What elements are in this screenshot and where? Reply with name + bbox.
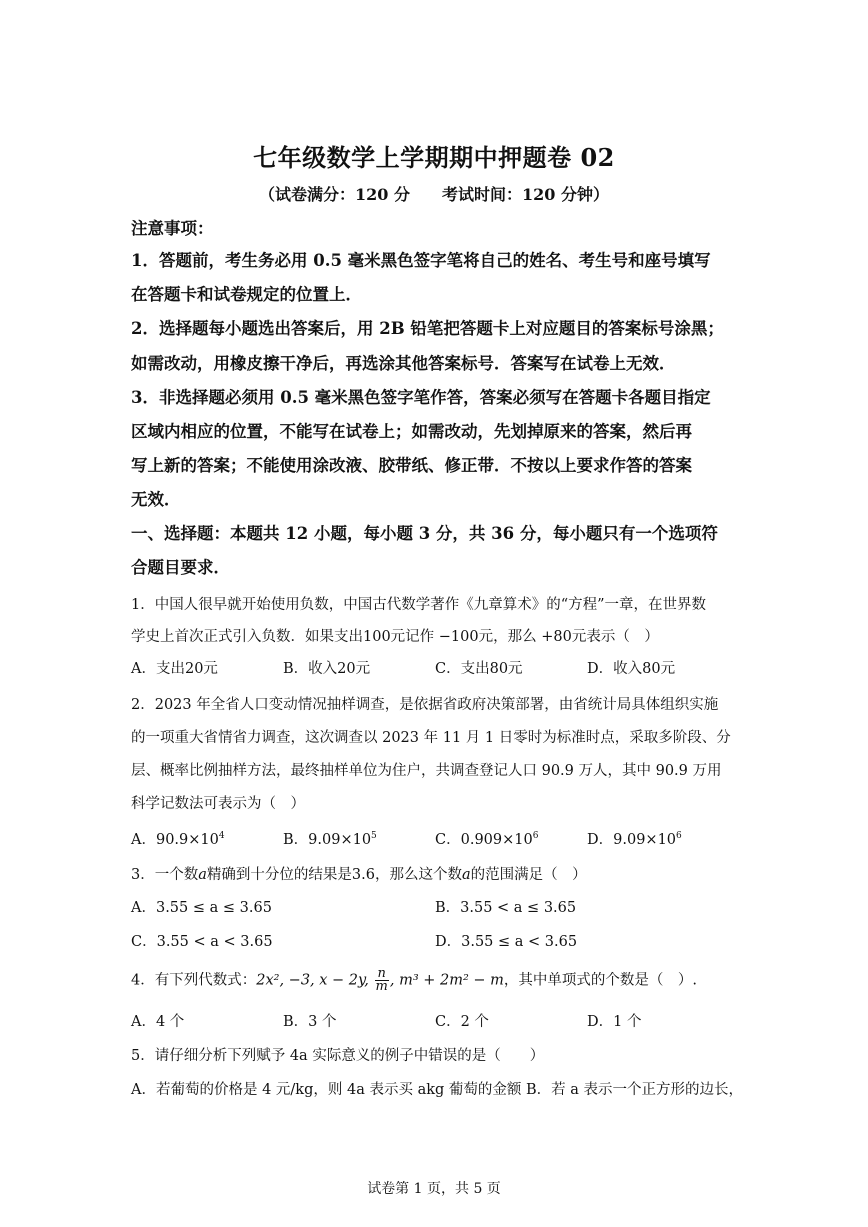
q2-option-b-prefix: B． [283, 832, 309, 848]
q2-option-b-exponent: 5 [371, 831, 377, 841]
q1-option-d: D．收入80元 [587, 661, 676, 677]
page-title: 七年级数学上学期期中押题卷 02 [253, 143, 615, 172]
q3-line [131, 864, 751, 886]
q3-text-b: 精确到十分位的结果是3.6，那么这个数 [206, 867, 462, 883]
q2-line-3: 层、概率比例抽样方法，最终抽样单位为住户，共调查登记人口 90.9 万人，其中 90.9 万用 [131, 763, 722, 779]
notes-line-1: 1．答题前，考生务必用 0.5 毫米黑色签字笔将自己的姓名、考生号和座号填写 [131, 251, 711, 270]
q3-option-a: A．3.55 ≤ a ≤ 3.65 [131, 900, 272, 916]
q4-option-d: D．1 个 [587, 1014, 642, 1030]
q4-fraction [375, 968, 389, 993]
q3-text-a: 3．一个数 [131, 867, 199, 883]
q5-line-1: 5．请仔细分析下列赋予 4a 实际意义的例子中错误的是（ ） [131, 1048, 545, 1064]
q4-lead: 4．有下列代数式： [131, 972, 257, 989]
q4-option-c: C．2 个 [435, 1014, 489, 1030]
q3-option-b: B．3.55 < a ≤ 3.65 [435, 900, 577, 916]
notes-line-4: 如需改动，用橡皮擦干净后，再选涂其他答案标号．答案写在试卷上无效． [131, 354, 676, 373]
q2-option-c-base: 0.909×10 [460, 832, 533, 848]
q3-option-c: C．3.55 < a < 3.65 [131, 934, 273, 950]
notes-line-5: 3．非选择题必须用 0.5 毫米黑色签字笔作答，答案必须写在答题卡各题目指定 [131, 388, 711, 407]
page-footer: 试卷第 1 页，共 5 页 [367, 1181, 501, 1197]
q2-line-1: 2．2023 年全省人口变动情况抽样调查，是依据省政府决策部署，由省统计局具体组织实施 [131, 697, 719, 713]
q4-line [131, 968, 751, 993]
q1-line-2: 学史上首次正式引入负数．如果支出100元记作 −100元，那么 +80元表示（ ） [131, 629, 659, 645]
section-heading-line-2: 合题目要求． [131, 558, 230, 577]
q4-option-b: B．3 个 [283, 1014, 337, 1030]
q4-fraction-numerator: n [375, 968, 389, 981]
q2-option-a-exponent: 4 [218, 831, 225, 841]
q2-option-c [435, 830, 538, 850]
page-subtitle: （试卷满分：120 分 考试时间：120 分钟） [259, 185, 609, 204]
q5-line-2: A．若葡萄的价格是 4 元/kg，则 4a 表示买 akg 葡萄的金额 B．若 a 表示一个正方形的边长， [131, 1082, 744, 1098]
q2-option-d-base: 9.09×10 [613, 832, 677, 848]
q2-option-a-prefix: A． [131, 832, 156, 848]
notes-line-2: 在答题卡和试卷规定的位置上． [131, 285, 362, 304]
q1-line-1: 1．中国人很早就开始使用负数，中国古代数学著作《九章算术》的“方程”一章，在世界数 [131, 597, 707, 613]
section-heading-line-1: 一、选择题：本题共 12 小题，每小题 3 分，共 36 分，每小题只有一个选项符 [131, 524, 718, 543]
q2-option-c-exponent: 6 [532, 831, 539, 841]
q2-line-2: 的一项重大省情省力调查，这次调查以 2023 年 11 月 1 日零时为标准时点，采取多阶段、分 [131, 730, 731, 746]
q3-var-2: a [461, 867, 471, 883]
q1-option-b: B．收入20元 [283, 661, 371, 677]
q4-fraction-denominator: m [375, 979, 388, 994]
q3-var-1: a [198, 867, 207, 883]
q3-text-c: 的范围满足（ ） [470, 867, 587, 883]
q2-line-4: 科学记数法可表示为（ ） [131, 796, 305, 812]
q2-option-a-base: 90.9×10 [155, 832, 219, 848]
notes-heading: 注意事项： [131, 219, 214, 238]
q2-option-c-prefix: C． [435, 832, 461, 848]
q4-tail: ，其中单项式的个数是（ ）. [503, 972, 698, 989]
q2-option-d [587, 830, 682, 850]
q4-expr-b: , m³ + 2m² − m [389, 972, 504, 989]
q2-option-b [283, 830, 377, 850]
q2-option-d-exponent: 6 [676, 831, 682, 841]
notes-line-8: 无效． [131, 490, 181, 509]
notes-line-7: 写上新的答案；不能使用涂改液、胶带纸、修正带．不按以上要求作答的答案 [131, 456, 692, 475]
q4-option-a: A．4 个 [131, 1014, 185, 1030]
q3-option-d: D．3.55 ≤ a < 3.65 [435, 934, 578, 950]
q1-option-a: A．支出20元 [131, 661, 218, 677]
q1-option-c: C．支出80元 [435, 661, 523, 677]
q2-option-d-prefix: D． [587, 832, 614, 848]
q2-option-a [131, 830, 225, 850]
notes-line-3: 2．选择题每小题选出答案后，用 2B 铅笔把答题卡上对应题目的答案标号涂黑； [131, 319, 724, 338]
q2-option-b-base: 9.09×10 [308, 832, 372, 848]
notes-line-6: 区域内相应的位置，不能写在试卷上；如需改动，先划掉原来的答案，然后再 [131, 422, 692, 441]
q4-expr-a: 2x², −3, x − 2y, [256, 972, 374, 989]
